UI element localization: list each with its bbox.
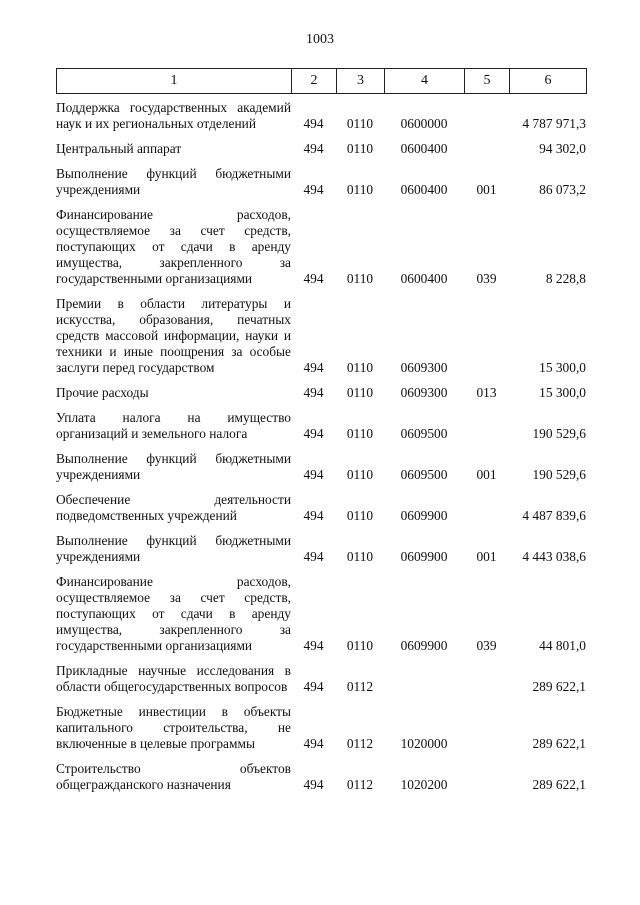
row-expense-type: 001 — [476, 467, 497, 482]
column-header-2: 2 — [292, 69, 337, 94]
row-target-code: 0609900 — [400, 508, 448, 523]
row-amount: 289 622,1 — [532, 679, 586, 694]
row-section-code: 0110 — [346, 638, 374, 653]
row-ministry-code: 494 — [303, 679, 324, 694]
row-target-code: 0609300 — [400, 360, 448, 375]
row-amount: 86 073,2 — [539, 182, 586, 197]
row-description: Строительство объектов общегражданского назначения — [56, 761, 291, 792]
row-expense-type: 039 — [476, 271, 497, 286]
row-section-code: 0110 — [346, 116, 374, 131]
row-description: Финансирование расходов, осуществляемое за счет средств, поступающих от сдачи в аренду имущества, закрепленного за государственными организациями — [56, 207, 291, 286]
row-description: Прикладные научные исследования в области общегосударственных вопросов — [56, 663, 291, 694]
row-section-code: 0110 — [346, 508, 374, 523]
table-row — [56, 704, 586, 752]
column-header-3: 3 — [337, 69, 385, 94]
row-target-code: 0600400 — [400, 182, 448, 197]
row-ministry-code: 494 — [303, 360, 324, 375]
row-description: Премии в области литературы и искусства, образования, печатных средств массовой информации, науки и техники и иные поощрения за особые заслуги перед государством — [56, 296, 291, 375]
row-expense-type: 039 — [476, 638, 497, 653]
row-amount: 94 302,0 — [539, 141, 586, 156]
row-section-code: 0110 — [346, 271, 374, 286]
row-section-code: 0110 — [346, 426, 374, 441]
row-target-code: 0600000 — [400, 116, 448, 131]
table-row — [56, 574, 586, 654]
row-ministry-code: 494 — [303, 638, 324, 653]
row-section-code: 0110 — [346, 385, 374, 400]
row-target-code: 0609900 — [400, 549, 448, 564]
table-row — [56, 492, 586, 524]
row-section-code: 0112 — [346, 679, 374, 694]
row-amount: 4 443 038,6 — [522, 549, 586, 564]
row-amount: 8 228,8 — [545, 271, 586, 286]
table-row — [56, 663, 586, 695]
row-target-code: 1020000 — [400, 736, 448, 751]
row-section-code: 0112 — [346, 777, 374, 792]
row-description: Бюджетные инвестиции в объекты капитального строительства, не включенные в целевые программы — [56, 704, 291, 751]
row-description: Обеспечение деятельности подведомственных учреждений — [56, 492, 291, 523]
row-description: Выполнение функций бюджетными учреждениями — [56, 451, 291, 482]
row-section-code: 0112 — [346, 736, 374, 751]
row-description: Центральный аппарат — [56, 141, 182, 156]
row-expense-type: 001 — [476, 182, 497, 197]
row-ministry-code: 494 — [303, 426, 324, 441]
row-amount: 289 622,1 — [532, 736, 586, 751]
row-ministry-code: 494 — [303, 182, 324, 197]
row-description: Выполнение функций бюджетными учреждениями — [56, 166, 291, 197]
row-target-code: 0609300 — [400, 385, 448, 400]
page-number: 1003 — [306, 32, 334, 47]
table-row — [56, 141, 586, 157]
row-ministry-code: 494 — [303, 385, 324, 400]
row-section-code: 0110 — [346, 182, 374, 197]
row-description: Уплата налога на имущество организаций и земельного налога — [56, 410, 291, 441]
row-amount: 44 801,0 — [539, 638, 586, 653]
row-target-code: 0600400 — [400, 141, 448, 156]
table-row — [56, 100, 586, 132]
row-description: Финансирование расходов, осуществляемое за счет средств, поступающих от сдачи в аренду имущества, закрепленного за государственными организациями — [56, 574, 291, 653]
row-ministry-code: 494 — [303, 508, 324, 523]
table-row — [56, 385, 586, 401]
row-target-code: 0600400 — [400, 271, 448, 286]
row-section-code: 0110 — [346, 141, 374, 156]
row-expense-type: 013 — [476, 385, 497, 400]
column-header-row — [57, 69, 587, 94]
table-row — [56, 166, 586, 198]
row-section-code: 0110 — [346, 467, 374, 482]
row-section-code: 0110 — [346, 549, 374, 564]
row-ministry-code: 494 — [303, 549, 324, 564]
column-header-5: 5 — [465, 69, 510, 94]
table-row — [56, 207, 586, 287]
row-expense-type: 001 — [476, 549, 497, 564]
row-ministry-code: 494 — [303, 116, 324, 131]
row-ministry-code: 494 — [303, 141, 324, 156]
row-ministry-code: 494 — [303, 271, 324, 286]
row-target-code: 0609900 — [400, 638, 448, 653]
row-target-code: 0609500 — [400, 426, 448, 441]
budget-rows — [56, 100, 586, 802]
row-amount: 15 300,0 — [539, 360, 586, 375]
row-description: Поддержка государственных академий наук и их региональных отделений — [56, 100, 291, 131]
row-target-code: 1020200 — [400, 777, 448, 792]
row-amount: 4 487 839,6 — [522, 508, 586, 523]
row-description: Выполнение функций бюджетными учреждениями — [56, 533, 291, 564]
table-row — [56, 533, 586, 565]
column-header-6: 6 — [510, 69, 587, 94]
row-amount: 289 622,1 — [532, 777, 586, 792]
row-section-code: 0110 — [346, 360, 374, 375]
row-amount: 190 529,6 — [532, 426, 586, 441]
table-row — [56, 451, 586, 483]
row-amount: 15 300,0 — [539, 385, 586, 400]
row-ministry-code: 494 — [303, 736, 324, 751]
column-header-1: 1 — [57, 69, 292, 94]
row-description: Прочие расходы — [56, 385, 149, 400]
row-ministry-code: 494 — [303, 467, 324, 482]
column-header-table — [56, 68, 587, 94]
column-header-4: 4 — [385, 69, 465, 94]
table-row — [56, 296, 586, 376]
row-target-code: 0609500 — [400, 467, 448, 482]
row-amount: 4 787 971,3 — [522, 116, 586, 131]
row-ministry-code: 494 — [303, 777, 324, 792]
table-row — [56, 761, 586, 793]
row-amount: 190 529,6 — [532, 467, 586, 482]
table-row — [56, 410, 586, 442]
